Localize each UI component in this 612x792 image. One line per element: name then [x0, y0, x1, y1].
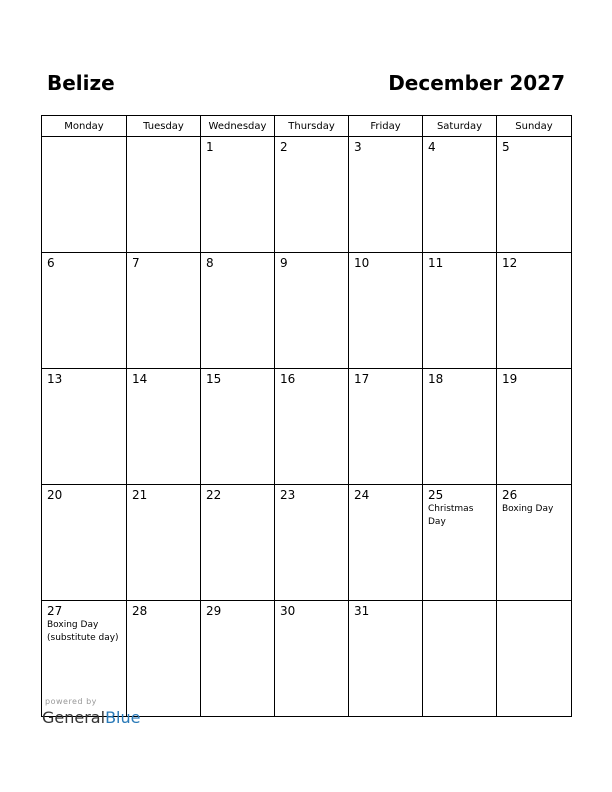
holiday-label: Boxing Day (substitute day) — [47, 620, 119, 643]
day-number: 1 — [206, 140, 214, 154]
day-number: 2 — [280, 140, 288, 154]
day-number: 4 — [428, 140, 436, 154]
day-number: 18 — [428, 372, 444, 386]
day-number: 30 — [280, 604, 296, 618]
weekday-header: Monday — [42, 116, 127, 137]
weekday-header: Sunday — [497, 116, 572, 137]
day-number: 24 — [354, 488, 370, 502]
weekday-header: Wednesday — [201, 116, 275, 137]
week-row — [42, 485, 572, 601]
day-cell — [201, 253, 275, 369]
weekday-header-row — [42, 116, 572, 137]
day-cell — [349, 137, 423, 253]
day-number: 20 — [47, 488, 63, 502]
day-cell — [423, 253, 497, 369]
day-number: 5 — [502, 140, 510, 154]
day-cell — [349, 485, 423, 601]
day-number: 3 — [354, 140, 362, 154]
day-cell — [497, 137, 572, 253]
day-number: 15 — [206, 372, 222, 386]
day-number: 16 — [280, 372, 296, 386]
day-cell — [497, 601, 572, 717]
country-title: Belize — [47, 71, 115, 95]
day-number: 11 — [428, 256, 444, 270]
day-number: 9 — [280, 256, 288, 270]
holiday-label: Christmas Day — [428, 504, 474, 527]
day-cell — [201, 601, 275, 717]
day-number: 29 — [206, 604, 222, 618]
day-cell — [42, 369, 127, 485]
day-cell — [349, 369, 423, 485]
logo-blue-text: Blue — [105, 708, 141, 727]
day-number: 17 — [354, 372, 370, 386]
day-cell — [423, 601, 497, 717]
generalblue-logo[interactable] — [42, 708, 140, 727]
day-cell — [423, 485, 497, 601]
day-cell — [127, 601, 201, 717]
weekday-header: Tuesday — [127, 116, 201, 137]
day-number: 27 — [47, 604, 63, 618]
day-number: 31 — [354, 604, 370, 618]
day-number: 6 — [47, 256, 55, 270]
holiday-label: Boxing Day — [502, 504, 554, 514]
week-row — [42, 369, 572, 485]
day-cell — [127, 485, 201, 601]
calendar-grid — [41, 115, 572, 717]
week-row — [42, 137, 572, 253]
week-row — [42, 253, 572, 369]
day-cell — [42, 485, 127, 601]
weekday-header: Friday — [349, 116, 423, 137]
day-cell — [275, 137, 349, 253]
day-number: 28 — [132, 604, 148, 618]
day-cell — [201, 369, 275, 485]
day-cell — [497, 369, 572, 485]
week-row — [42, 601, 572, 717]
day-number: 21 — [132, 488, 148, 502]
day-cell — [127, 369, 201, 485]
day-cell — [497, 253, 572, 369]
day-cell — [42, 253, 127, 369]
day-cell — [275, 369, 349, 485]
day-cell — [275, 485, 349, 601]
day-number: 19 — [502, 372, 518, 386]
day-cell — [349, 601, 423, 717]
logo-general-text: General — [42, 708, 106, 727]
day-cell — [127, 253, 201, 369]
day-number: 25 — [428, 488, 444, 502]
day-cell — [349, 253, 423, 369]
day-cell — [127, 137, 201, 253]
day-cell — [497, 485, 572, 601]
day-cell — [275, 601, 349, 717]
day-number: 7 — [132, 256, 140, 270]
day-number: 13 — [47, 372, 63, 386]
day-number: 12 — [502, 256, 518, 270]
day-cell — [42, 137, 127, 253]
day-cell — [423, 137, 497, 253]
powered-by-text: powered by — [45, 697, 97, 706]
day-cell — [275, 253, 349, 369]
month-title: December 2027 — [388, 71, 565, 95]
day-number: 8 — [206, 256, 214, 270]
weekday-header: Saturday — [423, 116, 497, 137]
day-number: 22 — [206, 488, 222, 502]
day-number: 23 — [280, 488, 296, 502]
day-cell — [423, 369, 497, 485]
weekday-header: Thursday — [275, 116, 349, 137]
day-cell — [201, 137, 275, 253]
day-number: 26 — [502, 488, 518, 502]
day-cell — [201, 485, 275, 601]
day-number: 10 — [354, 256, 370, 270]
day-number: 14 — [132, 372, 148, 386]
